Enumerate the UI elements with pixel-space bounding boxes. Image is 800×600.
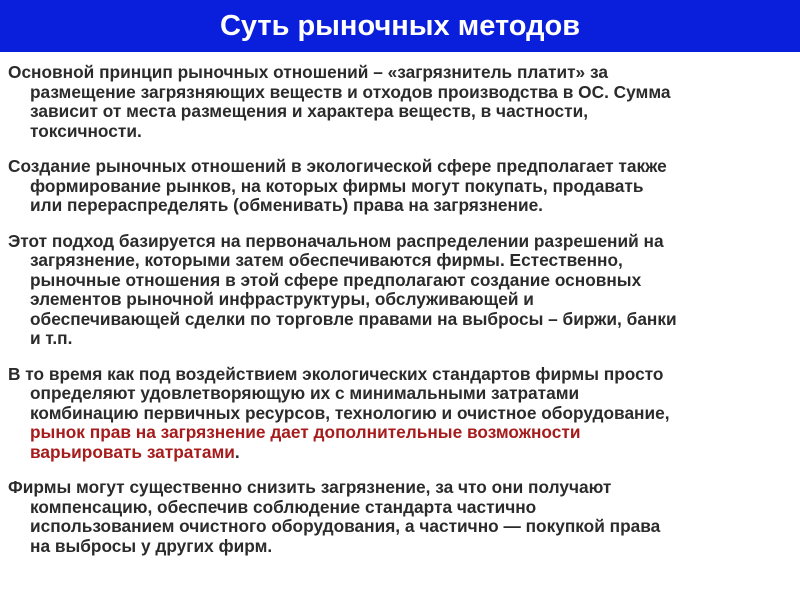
paragraph-standards-end: . bbox=[234, 441, 240, 462]
slide-title: Суть рыночных методов bbox=[219, 10, 581, 42]
slide-content bbox=[8, 63, 794, 556]
paragraph-compensation: Фирмы могут существенно снизить загрязнение, за что они получают компенсацию, обеспечив соблюдение стандарта частично использованием очистного оборудования, а частично — покупкой права на выбросы у других фирм. bbox=[8, 477, 661, 556]
paragraph-principle: Основной принцип рыночных отношений – «загрязнитель платит» за размещение загрязняющих веществ и отходов производства в ОС. Сумма зависит от места размещения и характера веществ, в частности, токсичности. bbox=[8, 62, 671, 141]
paragraph-approach: Этот подход базируется на первоначальном распределении разрешений на загрязнение, которыми затем обеспечиваются фирмы. Естественно, рыночные отношения в этой сфере предполагают создание основных элементов рыночной инфраструктуры, обслуживающей и обеспечивающей сделки по торговле правами на выбросы – биржи, банки и т.п. bbox=[8, 230, 677, 348]
paragraph-market-creation: Создание рыночных отношений в экологической сфере предполагает также формирование рынков, на которых фирмы могут покупать, продавать или перераспределять (обменивать) права на загрязнение. bbox=[8, 156, 667, 215]
paragraph-standards-text: В то время как под воздействием экологических стандартов фирмы просто определяют удовлетворяющую их с минимальными затратами комбинацию первичных ресурсов, технологию и очистное оборудование, bbox=[8, 363, 670, 423]
highlighted-text: рынок прав на загрязнение дает дополнительные возможности варьировать затратами bbox=[30, 422, 581, 462]
paragraph-standards bbox=[8, 365, 794, 463]
